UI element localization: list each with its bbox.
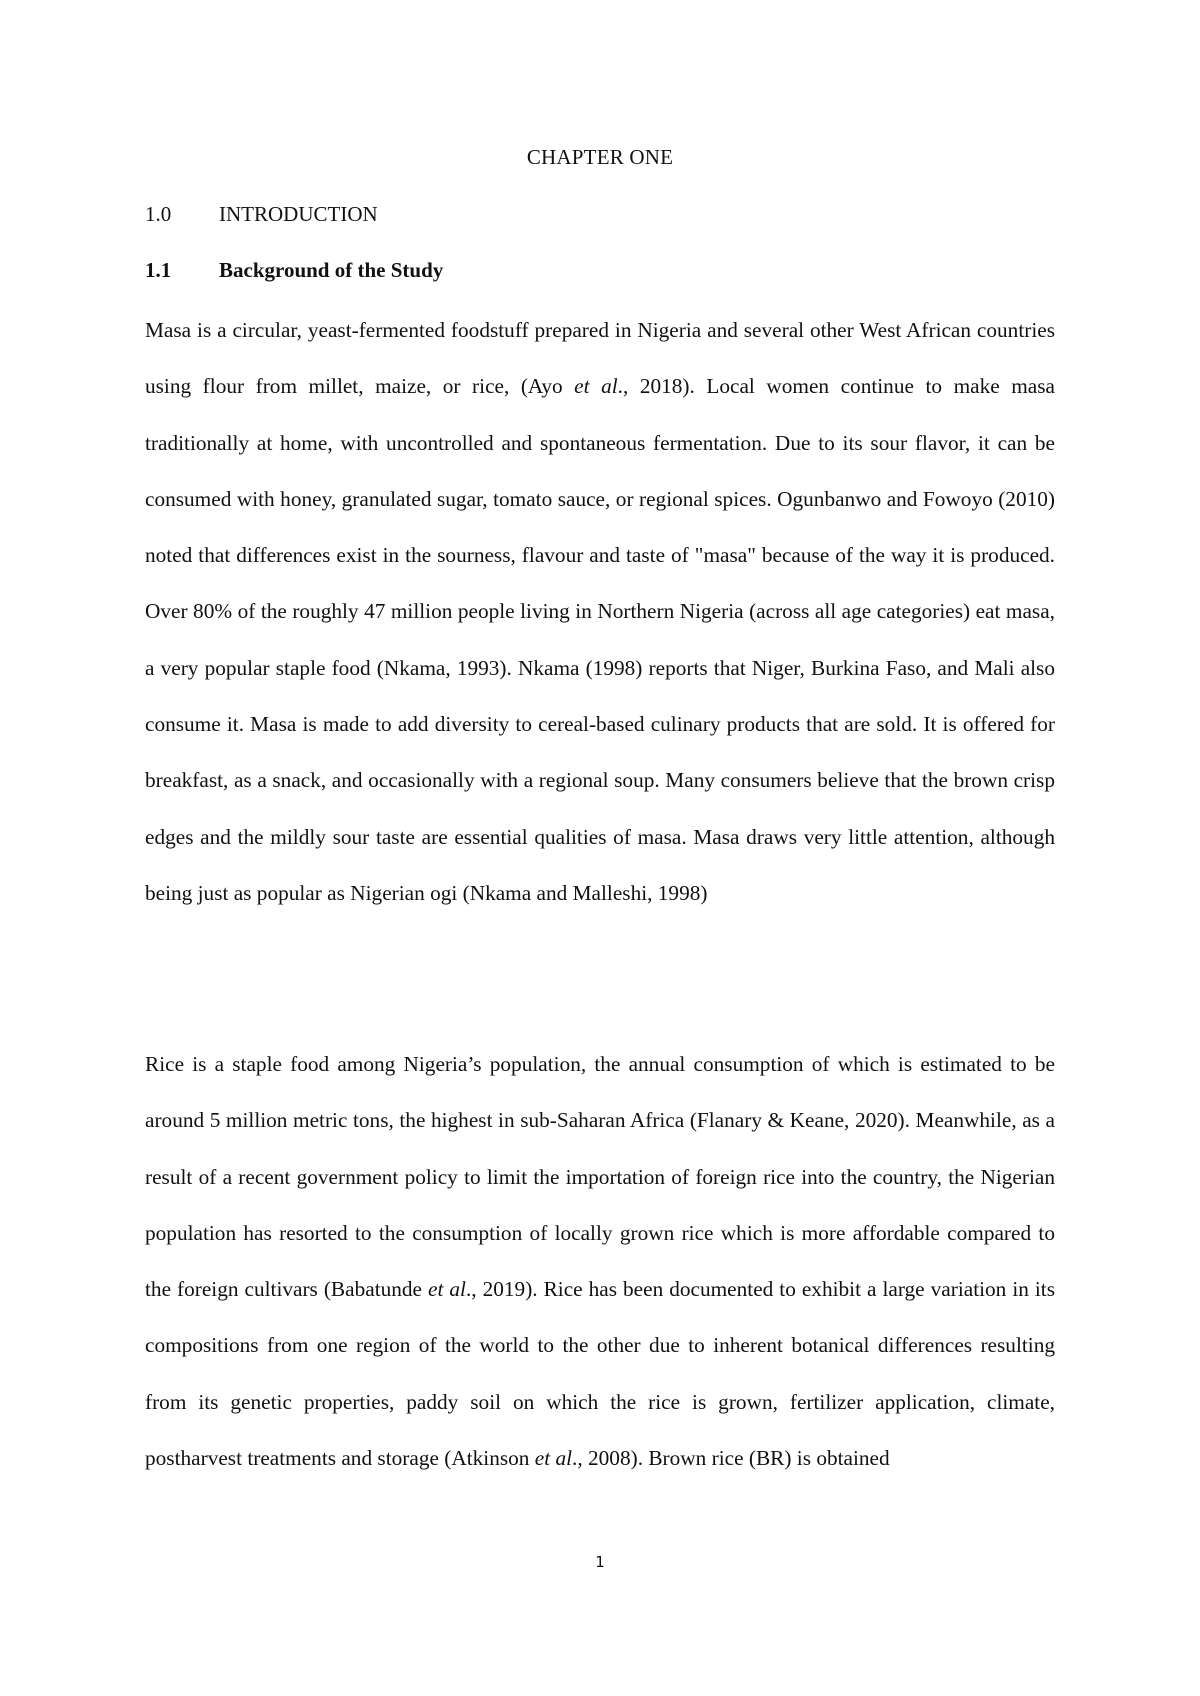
- section-heading-introduction: [145, 200, 378, 228]
- body-paragraph-rice: [145, 1036, 1055, 1486]
- italic-text-run: et al: [534, 1446, 573, 1471]
- text-run: ., 2019). Rice has been documented to exhibit a large variation in its compositions from one region of the world to the other due to inherent botanical differences resulting from its genetic properties, paddy soil on which the rice is grown, fertilizer application, climate, postharvest treatments and storage (Atkinson: [145, 1277, 1056, 1471]
- text-run: ., 2018). Local women continue to make masa traditionally at home, with uncontrolled and spontaneous fermentation. Due to its sour flavor, it can be consumed with honey, granulated sugar, tomato sauce, or regional spices. Ogunbanwo and Fowoyo (2010) noted that differences exist in the sourness, flavour and taste of "masa" because of the way it is produced. Over 80% of the roughly 47 million people living in Northern Nigeria (across all age categories) eat masa, a very popular staple food (Nkama, 1993). Nkama (1998) reports that Niger, Burkina Faso, and Mali also consume it. Masa is made to add diversity to cereal-based culinary products that are sold. It is offered for breakfast, as a snack, and occasionally with a regional soup. Many consumers believe that the brown crisp edges and the mildly sour taste are essential qualities of masa. Masa draws very little attention, although being just as popular as Nigerian ogi (Nkama and Malleshi, 1998): [145, 374, 1055, 905]
- text-run: ., 2008). Brown rice (BR) is obtained: [572, 1446, 890, 1471]
- text-run: Rice is a staple food among Nigeria’s population, the annual consumption of which is estimated to be around 5 million metric tons, the highest in sub-Saharan Africa (Flanary & Keane, 2020). Meanwhile, as a result of a recent government policy to limit the importation of foreign rice into the country, the Nigerian population has resorted to the consumption of locally grown rice which is more affordable compared to the foreign cultivars (Babatunde: [145, 1052, 1055, 1302]
- section-number: 1.1: [145, 258, 172, 282]
- section-title: Background of the Study: [219, 258, 444, 282]
- italic-text-run: et al: [428, 1277, 466, 1302]
- section-heading-background: [145, 256, 443, 284]
- chapter-title: CHAPTER ONE: [526, 145, 674, 169]
- page-number: 1: [595, 1553, 605, 1571]
- text-run: Masa is a circular, yeast-fermented foodstuff prepared in Nigeria and several other West African countries using flour from millet, maize, or rice, (Ayo: [145, 318, 1055, 399]
- body-paragraph-masa: [145, 302, 1055, 921]
- section-number: 1.0: [145, 202, 172, 226]
- section-title: INTRODUCTION: [219, 202, 378, 226]
- italic-text-run: et al: [574, 374, 618, 399]
